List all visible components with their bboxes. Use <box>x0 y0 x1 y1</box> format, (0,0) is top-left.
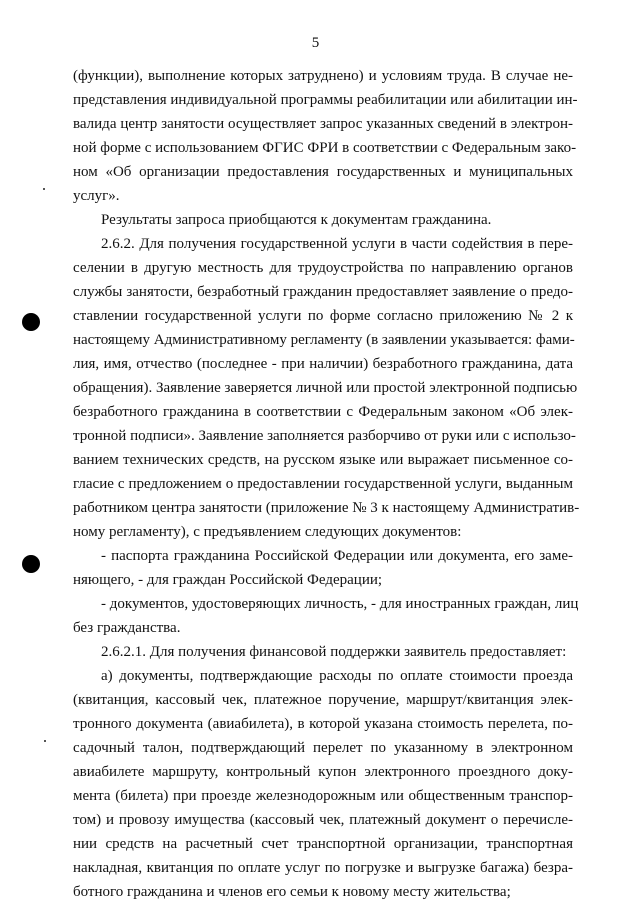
text-line: том) и провозу имущества (кассовый чек, платежный документ о перечисле- <box>73 812 573 828</box>
text-line: - паспорта гражданина Российской Федерации или документа, его заме- <box>101 548 573 564</box>
text-line: ботного гражданина и членов его семьи к новому месту жительства; <box>73 884 511 900</box>
text-line: тронного документа (авиабилета), в которой указана стоимость перелета, по- <box>73 716 573 732</box>
text-line: услуг». <box>73 188 120 204</box>
text-line: а) документы, подтверждающие расходы по оплате стоимости проезда <box>101 668 573 684</box>
scan-speck <box>43 188 45 190</box>
page-number: 5 <box>311 35 320 51</box>
text-line: 2.6.2. Для получения государственной услуги в части содействия в пере- <box>101 236 573 252</box>
text-line: 2.6.2.1. Для получения финансовой поддержки заявитель предоставляет: <box>101 644 567 660</box>
text-line: службы занятости, безработный гражданин предоставляет заявление о предо- <box>73 284 573 300</box>
text-line: валида центр занятости осуществляет запрос указанных сведений в электрон- <box>73 116 573 132</box>
text-line: безработного гражданина в соответствии с Федеральным законом «Об элек- <box>73 404 573 420</box>
text-line: накладная, квитанция по оплате услуг по погрузке и выгрузке багажа) безра- <box>73 860 573 876</box>
text-line: ванием технических средств, на русском языке или выражает письменное со- <box>73 452 573 468</box>
text-line: селении в другую местность для трудоустройства по направлению органов <box>73 260 573 276</box>
text-line: нии средств на расчетный счет транспортной организации, транспортная <box>73 836 573 852</box>
text-line: ставлении государственной услуги по форме согласно приложению № 2 к <box>73 308 573 324</box>
punch-hole-bottom <box>22 555 40 573</box>
text-line: настоящему Административному регламенту (в заявлении указывается: фами- <box>73 332 575 348</box>
text-line: ной форме с использованием ФГИС ФРИ в соответствии с Федеральным зако- <box>73 140 577 156</box>
text-line: обращения). Заявление заверяется личной или простой электронной подписью <box>73 380 578 396</box>
text-line: (функции), выполнение которых затруднено) и условиям труда. В случае не- <box>73 68 573 84</box>
text-line: ному регламенту), с предъявлением следующих документов: <box>73 524 462 540</box>
scan-speck <box>44 740 46 742</box>
text-line: лия, имя, отчество (последнее - при наличии) безработного гражданина, дата <box>73 356 573 372</box>
text-line: представления индивидуальной программы реабилитации или абилитации ин- <box>73 92 578 108</box>
text-line: Результаты запроса приобщаются к документам гражданина. <box>101 212 492 228</box>
text-line: авиабилете маршруту, контрольный купон электронного проездного доку- <box>73 764 573 780</box>
text-line: - документов, удостоверяющих личность, - для иностранных граждан, лиц <box>101 596 579 612</box>
text-line: тронной подписи». Заявление заполняется разборчиво от руки или с использо- <box>73 428 576 444</box>
text-line: без гражданства. <box>73 620 181 636</box>
punch-hole-top <box>22 313 40 331</box>
text-line: ном «Об организации предоставления государственных и муниципальных <box>73 164 573 180</box>
text-line: мента (билета) при проезде железнодорожным или общественным транспор- <box>73 788 573 804</box>
text-line: гласие с предложением о предоставлении государственной услуги, выданным <box>73 476 573 492</box>
text-line: садочный талон, подтверждающий перелет по указанному в электронном <box>73 740 573 756</box>
text-line: няющего, - для граждан Российской Федерации; <box>73 572 383 588</box>
text-line: работником центра занятости (приложение № 3 к настоящему Административ- <box>73 500 580 516</box>
text-line: (квитанция, кассовый чек, платежное поручение, маршрут/квитанция элек- <box>73 692 573 708</box>
